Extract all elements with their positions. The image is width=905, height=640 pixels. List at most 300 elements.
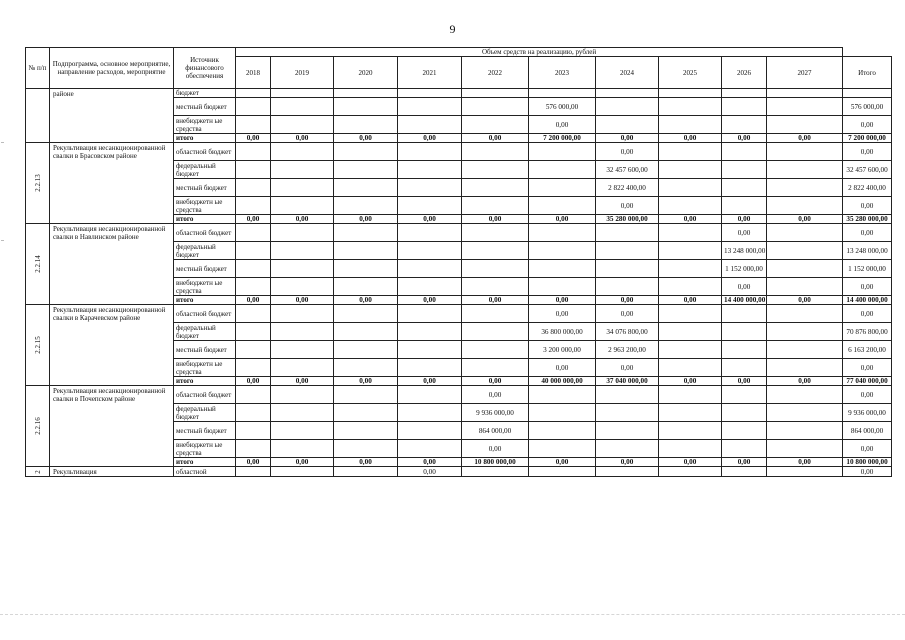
amount-cell <box>236 323 271 341</box>
amount-cell <box>236 260 271 278</box>
amount-cell <box>398 404 462 422</box>
amount-cell <box>398 179 462 197</box>
funding-source: федеральный бюджет <box>174 242 236 260</box>
amount-cell: 10 800 000,00 <box>462 458 529 467</box>
item-name: Рекультивация несанкционированной свалки в Карачевском районе <box>50 305 174 386</box>
amount-cell: 0,00 <box>659 458 722 467</box>
item-code <box>26 143 50 224</box>
amount-cell <box>271 197 334 215</box>
header-year: 2024 <box>596 57 659 89</box>
amount-cell <box>334 224 398 242</box>
amount-cell <box>398 422 462 440</box>
amount-cell <box>398 386 462 404</box>
amount-cell <box>722 359 767 377</box>
amount-cell <box>271 386 334 404</box>
amount-cell <box>236 143 271 161</box>
amount-cell <box>659 116 722 134</box>
item-code <box>26 224 50 305</box>
amount-cell: 0,00 <box>659 377 722 386</box>
funding-source: внебюджетн ые средства <box>174 359 236 377</box>
amount-cell <box>767 161 843 179</box>
amount-cell <box>236 242 271 260</box>
total-cell: 0,00 <box>843 143 892 161</box>
amount-cell <box>767 359 843 377</box>
amount-cell: 0,00 <box>596 458 659 467</box>
amount-cell: 0,00 <box>398 377 462 386</box>
amount-cell <box>767 143 843 161</box>
amount-cell <box>529 278 596 296</box>
amount-cell <box>462 98 529 116</box>
amount-cell: 0,00 <box>767 296 843 305</box>
funding-source: федеральный бюджет <box>174 161 236 179</box>
amount-cell: 0,00 <box>767 134 843 143</box>
amount-cell <box>659 260 722 278</box>
amount-cell <box>596 98 659 116</box>
amount-cell <box>236 116 271 134</box>
amount-cell: 0,00 <box>767 215 843 224</box>
amount-cell: 0,00 <box>767 458 843 467</box>
amount-cell <box>659 197 722 215</box>
amount-cell: 40 000 000,00 <box>529 377 596 386</box>
amount-cell <box>236 422 271 440</box>
amount-cell <box>398 359 462 377</box>
amount-cell <box>722 161 767 179</box>
funding-source: федеральный бюджет <box>174 404 236 422</box>
amount-cell <box>767 323 843 341</box>
item-name: Рекультивация несанкционированной свалки в Брасовском районе <box>50 143 174 224</box>
funding-source: местный бюджет <box>174 422 236 440</box>
amount-cell <box>398 116 462 134</box>
amount-cell <box>659 179 722 197</box>
amount-cell <box>236 197 271 215</box>
funding-source: областной бюджет <box>174 224 236 242</box>
amount-cell: 0,00 <box>398 134 462 143</box>
funding-source: итого <box>174 215 236 224</box>
amount-cell <box>462 242 529 260</box>
amount-cell: 0,00 <box>596 359 659 377</box>
total-cell: 0,00 <box>843 305 892 323</box>
total-cell <box>843 89 892 98</box>
amount-cell: 34 076 800,00 <box>596 323 659 341</box>
item-code <box>26 305 50 386</box>
total-cell: 0,00 <box>843 224 892 242</box>
amount-cell <box>722 197 767 215</box>
amount-cell: 0,00 <box>398 467 462 477</box>
amount-cell: 0,00 <box>236 134 271 143</box>
total-cell: 0,00 <box>843 467 892 477</box>
amount-cell: 0,00 <box>767 377 843 386</box>
amount-cell: 0,00 <box>334 296 398 305</box>
total-cell: 10 800 000,00 <box>843 458 892 467</box>
funding-source: внебюджетн ые средства <box>174 278 236 296</box>
amount-cell <box>529 89 596 98</box>
amount-cell <box>659 278 722 296</box>
amount-cell <box>236 305 271 323</box>
amount-cell <box>236 89 271 98</box>
amount-cell <box>334 341 398 359</box>
amount-cell <box>659 242 722 260</box>
amount-cell: 0,00 <box>334 377 398 386</box>
total-cell: 0,00 <box>843 386 892 404</box>
amount-cell <box>767 89 843 98</box>
amount-cell <box>529 404 596 422</box>
amount-cell <box>271 440 334 458</box>
amount-cell <box>334 305 398 323</box>
amount-cell <box>529 467 596 477</box>
amount-cell: 32 457 600,00 <box>596 161 659 179</box>
table-row <box>26 305 892 323</box>
total-cell: 9 936 000,00 <box>843 404 892 422</box>
amount-cell: 13 248 000,00 <box>722 242 767 260</box>
amount-cell <box>767 467 843 477</box>
amount-cell <box>722 467 767 477</box>
total-cell: 77 040 000,00 <box>843 377 892 386</box>
amount-cell: 0,00 <box>398 215 462 224</box>
amount-cell <box>462 305 529 323</box>
amount-cell <box>722 341 767 359</box>
amount-cell <box>529 440 596 458</box>
amount-cell <box>398 341 462 359</box>
amount-cell <box>334 143 398 161</box>
funding-source: областной бюджет <box>174 305 236 323</box>
funding-source: внебюджетн ые средства <box>174 197 236 215</box>
item-name: Рекультивация несанкционированной свалки в Навлинском районе <box>50 224 174 305</box>
amount-cell: 0,00 <box>722 377 767 386</box>
amount-cell: 0,00 <box>722 458 767 467</box>
funding-source: областной бюджет <box>174 386 236 404</box>
total-cell: 576 000,00 <box>843 98 892 116</box>
header-year: 2023 <box>529 57 596 89</box>
amount-cell <box>722 89 767 98</box>
header-source: Источник финансового обеспечения <box>174 48 236 89</box>
amount-cell: 0,00 <box>271 377 334 386</box>
amount-cell: 0,00 <box>596 197 659 215</box>
amount-cell <box>596 242 659 260</box>
amount-cell <box>398 278 462 296</box>
item-code-text: 2 <box>33 469 42 474</box>
total-cell: 35 280 000,00 <box>843 215 892 224</box>
item-code-text: 2.2.14 <box>33 255 42 273</box>
amount-cell <box>529 224 596 242</box>
item-code <box>26 89 50 143</box>
amount-cell: 9 936 000,00 <box>462 404 529 422</box>
amount-cell <box>334 98 398 116</box>
amount-cell <box>659 422 722 440</box>
amount-cell <box>767 242 843 260</box>
amount-cell <box>398 305 462 323</box>
amount-cell <box>398 260 462 278</box>
amount-cell <box>767 224 843 242</box>
amount-cell <box>722 116 767 134</box>
amount-cell <box>596 260 659 278</box>
amount-cell: 0,00 <box>529 359 596 377</box>
amount-cell: 0,00 <box>271 215 334 224</box>
amount-cell <box>462 179 529 197</box>
amount-cell: 7 200 000,00 <box>529 134 596 143</box>
amount-cell <box>271 260 334 278</box>
amount-cell: 3 200 000,00 <box>529 341 596 359</box>
amount-cell <box>596 440 659 458</box>
item-code-text: 2.2.16 <box>33 417 42 435</box>
amount-cell <box>659 224 722 242</box>
amount-cell <box>236 467 271 477</box>
amount-cell: 0,00 <box>529 116 596 134</box>
total-cell: 70 876 800,00 <box>843 323 892 341</box>
amount-cell <box>722 143 767 161</box>
amount-cell <box>596 386 659 404</box>
amount-cell <box>529 143 596 161</box>
amount-cell <box>767 422 843 440</box>
funding-source: областной <box>174 467 236 477</box>
total-cell: 864 000,00 <box>843 422 892 440</box>
amount-cell <box>271 323 334 341</box>
funding-source: областной бюджет <box>174 143 236 161</box>
table-row <box>26 224 892 242</box>
amount-cell <box>271 422 334 440</box>
amount-cell <box>334 179 398 197</box>
total-cell: 1 152 000,00 <box>843 260 892 278</box>
amount-cell <box>596 116 659 134</box>
amount-cell: 0,00 <box>398 458 462 467</box>
amount-cell <box>334 323 398 341</box>
amount-cell <box>334 359 398 377</box>
amount-cell: 0,00 <box>529 305 596 323</box>
amount-cell <box>596 278 659 296</box>
amount-cell: 0,00 <box>529 296 596 305</box>
amount-cell <box>271 224 334 242</box>
amount-cell: 0,00 <box>462 134 529 143</box>
funding-source: итого <box>174 134 236 143</box>
table-row <box>26 143 892 161</box>
header-year: 2026 <box>722 57 767 89</box>
amount-cell <box>271 161 334 179</box>
amount-cell: 0,00 <box>236 296 271 305</box>
amount-cell <box>659 386 722 404</box>
amount-cell <box>398 242 462 260</box>
amount-cell <box>659 323 722 341</box>
amount-cell <box>334 242 398 260</box>
amount-cell: 0,00 <box>236 458 271 467</box>
amount-cell <box>767 278 843 296</box>
amount-cell <box>659 440 722 458</box>
amount-cell <box>462 260 529 278</box>
amount-cell: 864 000,00 <box>462 422 529 440</box>
funding-source: местный бюджет <box>174 98 236 116</box>
amount-cell <box>271 89 334 98</box>
amount-cell: 14 400 000,00 <box>722 296 767 305</box>
amount-cell <box>462 323 529 341</box>
amount-cell <box>722 404 767 422</box>
amount-cell: 0,00 <box>334 458 398 467</box>
amount-cell <box>462 359 529 377</box>
header-year: 2025 <box>659 57 722 89</box>
amount-cell <box>334 89 398 98</box>
amount-cell <box>271 359 334 377</box>
amount-cell: 36 800 000,00 <box>529 323 596 341</box>
scan-noise-line <box>0 614 905 616</box>
amount-cell <box>398 197 462 215</box>
amount-cell <box>334 404 398 422</box>
amount-cell: 0,00 <box>271 296 334 305</box>
table-row <box>26 89 892 98</box>
amount-cell <box>722 305 767 323</box>
amount-cell <box>529 179 596 197</box>
header-total: Итого <box>843 57 892 89</box>
total-cell: 0,00 <box>843 359 892 377</box>
table-row <box>26 467 892 477</box>
amount-cell <box>767 404 843 422</box>
amount-cell: 0,00 <box>722 224 767 242</box>
amount-cell: 0,00 <box>596 305 659 323</box>
amount-cell <box>596 89 659 98</box>
amount-cell <box>529 386 596 404</box>
amount-cell: 2 822 400,00 <box>596 179 659 197</box>
header-year: 2021 <box>398 57 462 89</box>
item-code-text: 2.2.13 <box>33 174 42 192</box>
amount-cell <box>767 179 843 197</box>
amount-cell: 0,00 <box>659 296 722 305</box>
amount-cell: 37 040 000,00 <box>596 377 659 386</box>
amount-cell <box>596 422 659 440</box>
amount-cell <box>462 116 529 134</box>
amount-cell <box>271 467 334 477</box>
header-group-title: Объем средств на реализацию, рублей <box>236 48 843 57</box>
amount-cell <box>271 242 334 260</box>
item-code <box>26 386 50 467</box>
amount-cell: 0,00 <box>236 215 271 224</box>
amount-cell <box>271 143 334 161</box>
amount-cell <box>334 197 398 215</box>
header-no: № п/п <box>26 48 50 89</box>
funding-source: местный бюджет <box>174 260 236 278</box>
amount-cell: 0,00 <box>462 215 529 224</box>
total-cell: 0,00 <box>843 116 892 134</box>
amount-cell <box>334 278 398 296</box>
amount-cell: 0,00 <box>462 377 529 386</box>
funding-source: внебюджетн ые средства <box>174 440 236 458</box>
amount-cell <box>398 323 462 341</box>
amount-cell <box>462 467 529 477</box>
amount-cell <box>236 161 271 179</box>
amount-cell <box>271 305 334 323</box>
amount-cell <box>529 242 596 260</box>
amount-cell <box>659 359 722 377</box>
amount-cell <box>659 89 722 98</box>
amount-cell <box>767 197 843 215</box>
amount-cell <box>398 161 462 179</box>
header-year: 2027 <box>767 57 843 89</box>
amount-cell <box>398 89 462 98</box>
amount-cell: 0,00 <box>596 134 659 143</box>
amount-cell <box>767 341 843 359</box>
amount-cell <box>462 161 529 179</box>
amount-cell <box>596 224 659 242</box>
header-year: 2022 <box>462 57 529 89</box>
total-cell: 0,00 <box>843 197 892 215</box>
scan-mark <box>1 142 4 143</box>
header-year: 2019 <box>271 57 334 89</box>
amount-cell <box>271 179 334 197</box>
funding-source: местный бюджет <box>174 179 236 197</box>
amount-cell: 576 000,00 <box>529 98 596 116</box>
amount-cell <box>722 440 767 458</box>
total-cell: 14 400 000,00 <box>843 296 892 305</box>
total-cell: 32 457 600,00 <box>843 161 892 179</box>
amount-cell <box>236 98 271 116</box>
item-code-text: 2.2.15 <box>33 336 42 354</box>
amount-cell: 0,00 <box>529 458 596 467</box>
amount-cell <box>659 341 722 359</box>
amount-cell <box>236 224 271 242</box>
amount-cell <box>462 143 529 161</box>
item-name: районе <box>50 89 174 143</box>
amount-cell: 0,00 <box>722 278 767 296</box>
amount-cell <box>767 386 843 404</box>
amount-cell <box>334 386 398 404</box>
amount-cell <box>529 197 596 215</box>
funding-source: федеральный бюджет <box>174 323 236 341</box>
amount-cell <box>271 404 334 422</box>
funding-source: местный бюджет <box>174 341 236 359</box>
total-cell: 6 163 200,00 <box>843 341 892 359</box>
amount-cell <box>462 197 529 215</box>
funding-source: итого <box>174 296 236 305</box>
amount-cell: 0,00 <box>462 440 529 458</box>
total-cell: 0,00 <box>843 440 892 458</box>
amount-cell <box>462 89 529 98</box>
amount-cell <box>529 260 596 278</box>
page-number: 9 <box>449 22 456 36</box>
amount-cell <box>767 305 843 323</box>
amount-cell: 0,00 <box>334 215 398 224</box>
amount-cell <box>596 404 659 422</box>
header-program: Подпрограмма, основное мероприятие, направление расходов, мероприятие <box>50 48 174 89</box>
amount-cell <box>236 404 271 422</box>
header-year: 2020 <box>334 57 398 89</box>
amount-cell <box>659 161 722 179</box>
amount-cell <box>271 116 334 134</box>
amount-cell <box>334 467 398 477</box>
amount-cell <box>271 98 334 116</box>
amount-cell <box>236 359 271 377</box>
amount-cell <box>659 305 722 323</box>
budget-table <box>25 47 892 477</box>
amount-cell: 0,00 <box>722 215 767 224</box>
amount-cell <box>659 143 722 161</box>
amount-cell <box>462 224 529 242</box>
scan-mark <box>1 240 4 241</box>
amount-cell <box>767 98 843 116</box>
item-name: Рекультивация несанкционированной свалки в Почепском районе <box>50 386 174 467</box>
amount-cell <box>767 116 843 134</box>
header-year: 2018 <box>236 57 271 89</box>
amount-cell <box>722 422 767 440</box>
amount-cell <box>398 98 462 116</box>
total-cell: 2 822 400,00 <box>843 179 892 197</box>
amount-cell <box>462 341 529 359</box>
amount-cell <box>334 161 398 179</box>
amount-cell <box>398 143 462 161</box>
amount-cell <box>271 341 334 359</box>
amount-cell <box>271 278 334 296</box>
amount-cell <box>398 224 462 242</box>
amount-cell <box>722 386 767 404</box>
amount-cell <box>767 440 843 458</box>
amount-cell: 0,00 <box>722 134 767 143</box>
amount-cell <box>659 98 722 116</box>
amount-cell <box>722 98 767 116</box>
amount-cell <box>236 341 271 359</box>
